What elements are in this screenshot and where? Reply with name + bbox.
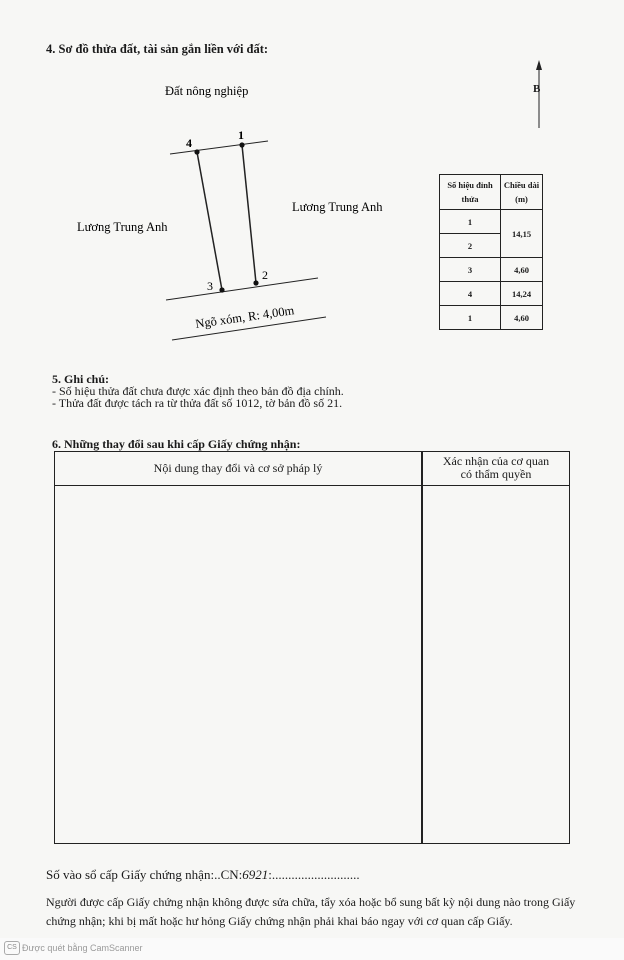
- vertex-length-table: [439, 174, 543, 330]
- vertex-1-dot: [239, 142, 244, 147]
- section-5-notes: [52, 373, 344, 409]
- register-number: [46, 867, 360, 883]
- register-value: 6921: [242, 867, 269, 882]
- table-length-2: 4,60: [501, 258, 543, 282]
- table-point-5: 1: [440, 306, 501, 330]
- changes-table: [54, 451, 570, 844]
- table-header-length: Chiều dài (m): [501, 175, 543, 210]
- vertex-4-dot: [194, 149, 199, 154]
- parcel-side-left: [197, 152, 222, 290]
- register-dots: :...........................: [268, 867, 360, 882]
- section-6-title: 6. Những thay đổi sau khi cấp Giấy chứng nhận:: [52, 437, 301, 451]
- section-4-title: 4. Sơ đồ thửa đất, tài sản gắn liền với đất:: [46, 42, 269, 56]
- top-neighbor-label: Đất nông nghiệp: [165, 84, 249, 98]
- table-point-3: 3: [440, 258, 501, 282]
- vertex-1-label: 1: [238, 128, 244, 142]
- table-length-1: 14,15: [501, 210, 543, 258]
- register-prefix: ..CN:: [214, 867, 243, 882]
- table-point-2: 2: [440, 234, 501, 258]
- table-length-4: 4,60: [501, 306, 543, 330]
- vertex-2-label: 2: [262, 268, 268, 282]
- camscanner-logo-icon: CS: [4, 941, 20, 955]
- vertex-3-label: 3: [207, 279, 213, 293]
- scanner-footer: [0, 938, 624, 960]
- footer-text: Được quét bằng CamScanner: [22, 943, 143, 953]
- right-neighbor-label: Lương Trung Anh: [292, 200, 383, 214]
- note-line-1: - Số hiệu thửa đất chưa được xác định theo bản đồ địa chính.: [52, 384, 344, 398]
- left-neighbor-label: Lương Trung Anh: [77, 220, 168, 234]
- notice-text: Người được cấp Giấy chứng nhận không được sửa chữa, tẩy xóa hoặc bổ sung bất kỳ nội dung nào trong Giấy chứng nhận; khi bị mất hoặc hư hỏng Giấy chứng nhận phải khai báo ngay với cơ quan cấp Giấy.: [46, 895, 576, 928]
- register-label: Số vào sổ cấp Giấy chứng nhận:: [46, 867, 215, 882]
- vertex-4-label: 4: [186, 136, 192, 150]
- section-5-title: 5. Ghi chú:: [52, 372, 110, 386]
- lane-line-upper: [166, 278, 318, 300]
- lane-label: Ngõ xóm, R: 4,00m: [194, 303, 296, 331]
- confirm-line-2: có thẩm quyền: [460, 467, 532, 481]
- table-length-3: 14,24: [501, 282, 543, 306]
- north-label: B: [533, 83, 541, 95]
- note-line-2: - Thửa đất được tách ra từ thửa đất số 1012, tờ bản đồ số 21.: [52, 396, 343, 410]
- changes-col-content: Nội dung thay đổi và cơ sở pháp lý: [153, 461, 323, 475]
- table-point-4: 4: [440, 282, 501, 306]
- vertex-2-dot: [253, 280, 258, 285]
- table-header-point: Số hiệu đỉnh thửa: [440, 175, 501, 210]
- table-point-1: 1: [440, 210, 501, 234]
- confirm-line-1: Xác nhận của cơ quan: [442, 454, 550, 468]
- north-arrow-head: [536, 60, 542, 70]
- changes-col-confirm: [423, 455, 569, 481]
- top-boundary-line: [170, 141, 268, 154]
- vertex-3-dot: [219, 287, 224, 292]
- parcel-side-right: [242, 145, 256, 283]
